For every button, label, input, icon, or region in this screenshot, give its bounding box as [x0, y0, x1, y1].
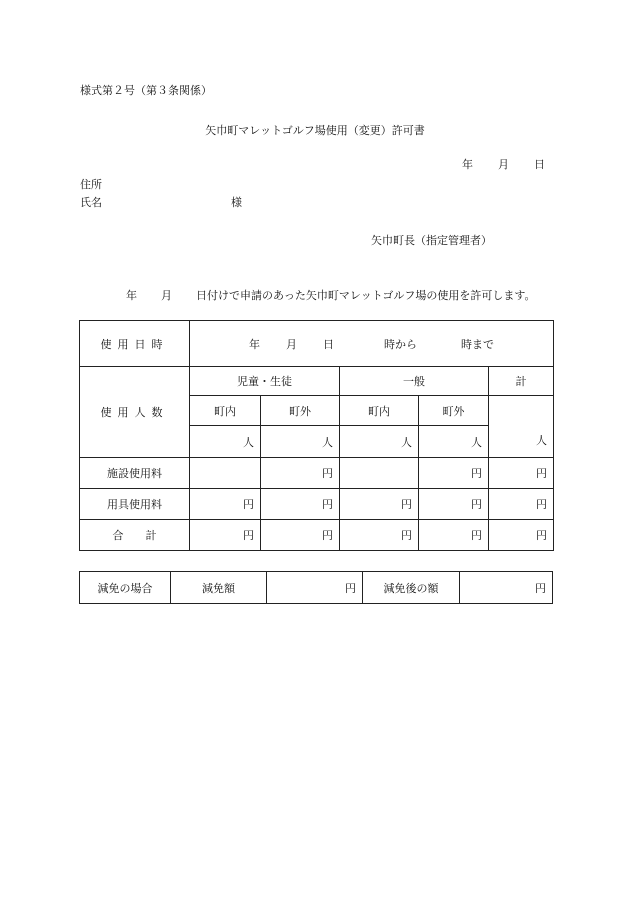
use-datetime-value — [190, 321, 554, 367]
dt-month: 月 — [286, 337, 298, 351]
general-out-town: 町外 — [419, 396, 489, 426]
grand-total-row — [80, 520, 554, 551]
facility-fee-general-in — [340, 458, 419, 489]
equipment-fee-row — [80, 489, 554, 520]
body-text: 日付けで申請のあった矢巾町マレットゴルフ場の使用を許可します。 — [196, 289, 536, 302]
date-day: 日 — [534, 158, 545, 171]
general-header: 一般 — [340, 367, 489, 396]
equipment-fee-total: 円 — [489, 489, 554, 520]
children-out-count: 人 — [261, 426, 340, 458]
grand-total-total: 円 — [489, 520, 554, 551]
exemption-case-label: 減免の場合 — [80, 572, 171, 604]
address-label: 住所 — [80, 178, 102, 191]
exemption-amount-label: 減免額 — [171, 572, 267, 604]
permission-statement — [126, 287, 535, 303]
equipment-fee-label: 用具使用料 — [80, 489, 190, 520]
name-label: 氏名 — [80, 196, 102, 209]
permit-table — [79, 320, 554, 551]
use-datetime-label: 使用日時 — [80, 321, 190, 367]
equipment-fee-children-out: 円 — [261, 489, 340, 520]
facility-fee-label: 施設使用料 — [80, 458, 190, 489]
body-year: 年 — [126, 289, 137, 302]
dt-to: 時まで — [461, 337, 495, 351]
dt-year: 年 — [249, 337, 261, 351]
equipment-fee-children-in: 円 — [190, 489, 261, 520]
datetime-row — [80, 321, 554, 367]
equipment-fee-general-out: 円 — [419, 489, 489, 520]
dt-from: 時から — [384, 337, 418, 351]
children-out-town: 町外 — [261, 396, 340, 426]
dt-day: 日 — [323, 337, 335, 351]
facility-fee-total: 円 — [489, 458, 554, 489]
exemption-table — [79, 571, 553, 604]
grand-total-children-out: 円 — [261, 520, 340, 551]
general-out-count: 人 — [419, 426, 489, 458]
facility-fee-row — [80, 458, 554, 489]
children-header: 児童・生徒 — [190, 367, 340, 396]
general-in-town: 町内 — [340, 396, 419, 426]
children-in-town: 町内 — [190, 396, 261, 426]
general-in-count: 人 — [340, 426, 419, 458]
group-header-row — [80, 367, 554, 396]
exemption-row — [80, 572, 553, 604]
date-year: 年 — [462, 158, 473, 171]
equipment-fee-general-in: 円 — [340, 489, 419, 520]
total-header: 計 — [489, 367, 554, 396]
children-in-count: 人 — [190, 426, 261, 458]
facility-fee-children-out: 円 — [261, 458, 340, 489]
date-month: 月 — [498, 158, 509, 171]
grand-total-children-in: 円 — [190, 520, 261, 551]
honorific: 様 — [231, 196, 242, 209]
facility-fee-general-out: 円 — [419, 458, 489, 489]
grand-total-general-in: 円 — [340, 520, 419, 551]
exemption-after-label: 減免後の額 — [363, 572, 460, 604]
people-label: 使用人数 — [80, 367, 190, 458]
body-month: 月 — [161, 289, 172, 302]
document-title: 矢巾町マレットゴルフ場使用（変更）許可書 — [205, 124, 425, 137]
grand-total-general-out: 円 — [419, 520, 489, 551]
issuer: 矢巾町長（指定管理者） — [371, 234, 492, 247]
issue-date — [462, 156, 545, 172]
grand-total-label: 合 計 — [80, 520, 190, 551]
exemption-after-value: 円 — [460, 572, 553, 604]
facility-fee-children-in — [190, 458, 261, 489]
total-people: 人 — [489, 396, 554, 458]
form-number: 様式第２号（第３条関係） — [80, 84, 212, 97]
exemption-amount-value: 円 — [267, 572, 363, 604]
